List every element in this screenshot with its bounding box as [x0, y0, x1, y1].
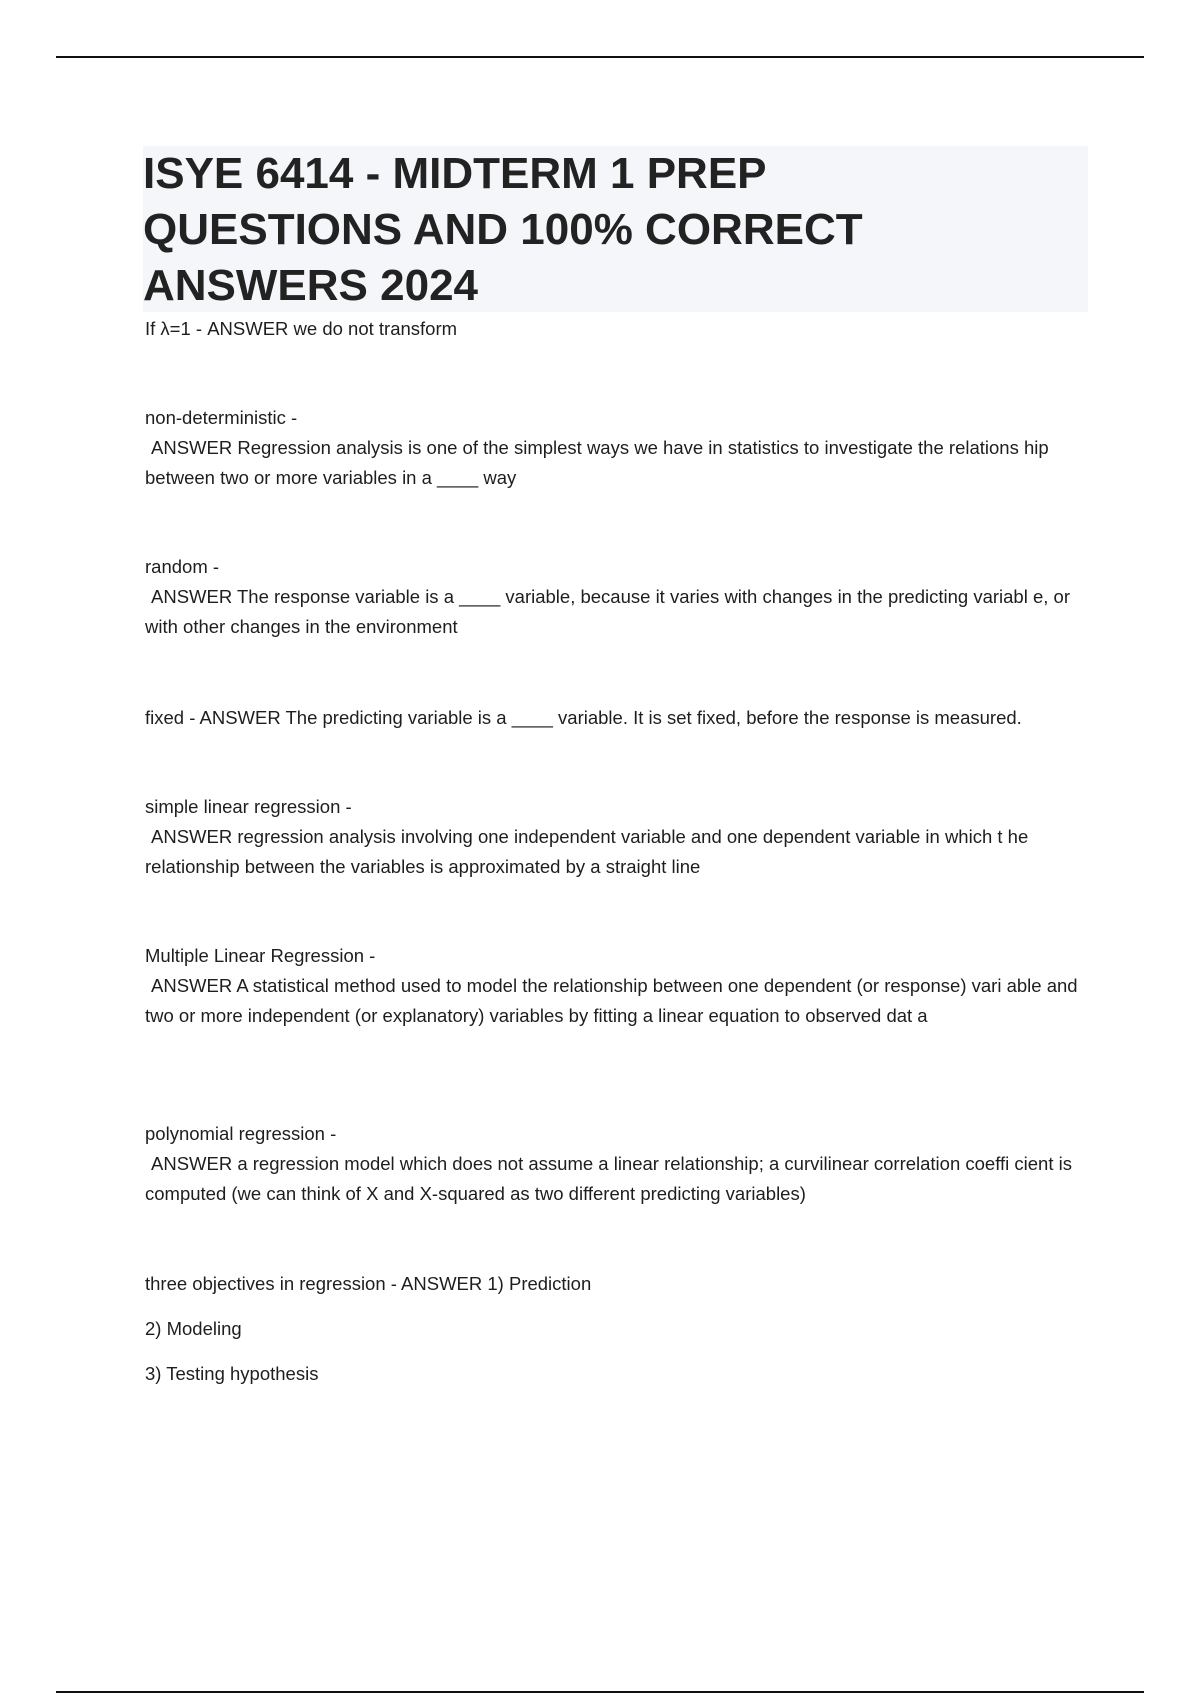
qa-item — [145, 552, 1090, 642]
top-rule — [56, 56, 1144, 58]
qa-answer-continuation: 2) Modeling — [145, 1318, 242, 1339]
qa-answer: ANSWER The response variable is a ____ variable, because it varies with changes in the predicting variabl e, or with other changes in the environment — [145, 586, 1070, 637]
qa-term: random - — [145, 556, 220, 577]
qa-answer: ANSWER 1) Prediction — [401, 1273, 592, 1294]
qa-term: If λ=1 - — [145, 318, 208, 339]
qa-answer: ANSWER regression analysis involving one independent variable and one dependent variable in which t he relationship between the variables is approximated by a straight line — [145, 826, 1029, 877]
qa-item — [145, 314, 457, 344]
qa-answer: ANSWER Regression analysis is one of the simplest ways we have in statistics to investigate the relations hip between two or more variables in a ____ way — [145, 437, 1049, 488]
qa-item — [145, 792, 1090, 882]
qa-term: fixed - — [145, 707, 200, 728]
qa-answer: ANSWER a regression model which does not assume a linear relationship; a curvilinear correlation coeffi cient is computed (we can think of X and X-squared as two different predicting variables) — [145, 1153, 1072, 1204]
qa-answer: ANSWER The predicting variable is a ____ variable. It is set fixed, before the response is measured. — [199, 707, 1022, 728]
document-title: ISYE 6414 - MIDTERM 1 PREP QUESTIONS AND 100% CORRECT ANSWERS 2024 — [143, 149, 863, 310]
qa-term: three objectives in regression - — [145, 1273, 402, 1294]
qa-item — [145, 941, 1090, 1031]
qa-term: Multiple Linear Regression - — [145, 945, 376, 966]
qa-item — [145, 1119, 1090, 1209]
qa-item — [145, 1269, 591, 1299]
qa-answer: ANSWER we do not transform — [207, 318, 458, 339]
qa-term: simple linear regression - — [145, 796, 352, 817]
title-block — [143, 146, 1088, 312]
qa-answer-continuation: 3) Testing hypothesis — [145, 1363, 319, 1384]
qa-term: non-deterministic - — [145, 407, 298, 428]
qa-item — [145, 703, 1022, 733]
qa-answer: ANSWER A statistical method used to model the relationship between one dependent (or response) vari able and two or more independent (or explanatory) variables by fitting a linear equation to observed dat a — [145, 975, 1078, 1026]
bottom-rule — [56, 1691, 1144, 1693]
qa-item — [145, 403, 1090, 493]
qa-term: polynomial regression - — [145, 1123, 337, 1144]
